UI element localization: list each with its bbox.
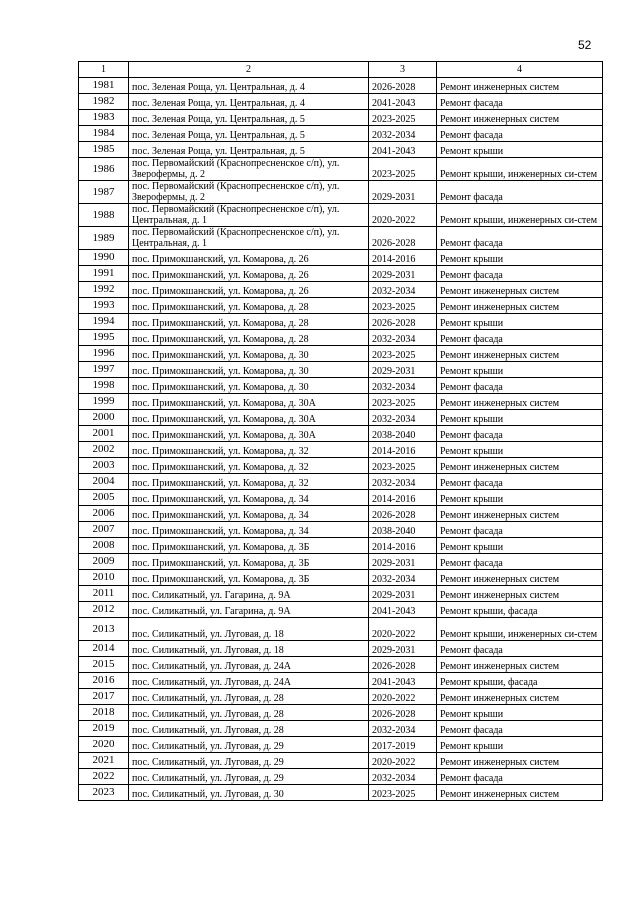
work-type-cell: Ремонт инженерных систем <box>437 282 603 298</box>
period-cell: 2029-2031 <box>369 266 437 282</box>
period-cell: 2014-2016 <box>369 442 437 458</box>
work-type-cell: Ремонт фасада <box>437 227 603 250</box>
row-number: 1994 <box>79 314 129 330</box>
table-row <box>79 394 603 410</box>
address-cell: пос. Примокшанский, ул. Комарова, д. 34 <box>129 506 369 522</box>
work-type-cell: Ремонт фасада <box>437 769 603 785</box>
table-row <box>79 314 603 330</box>
row-number: 1985 <box>79 142 129 158</box>
period-cell: 2023-2025 <box>369 158 437 181</box>
row-number: 2009 <box>79 554 129 570</box>
period-cell: 2032-2034 <box>369 570 437 586</box>
work-type-cell: Ремонт инженерных систем <box>437 394 603 410</box>
period-cell: 2041-2043 <box>369 673 437 689</box>
period-cell: 2041-2043 <box>369 94 437 110</box>
work-type-cell: Ремонт крыши <box>437 142 603 158</box>
table-row <box>79 266 603 282</box>
work-type-cell: Ремонт крыши <box>437 442 603 458</box>
row-number: 2020 <box>79 737 129 753</box>
address-cell: пос. Примокшанский, ул. Комарова, д. 26 <box>129 266 369 282</box>
table-row <box>79 490 603 506</box>
work-type-cell: Ремонт фасада <box>437 721 603 737</box>
work-type-cell: Ремонт инженерных систем <box>437 586 603 602</box>
address-cell: пос. Силикатный, ул. Луговая, д. 28 <box>129 705 369 721</box>
row-number: 1999 <box>79 394 129 410</box>
row-number: 2005 <box>79 490 129 506</box>
table-row <box>79 250 603 266</box>
table-row <box>79 204 603 227</box>
table-row <box>79 753 603 769</box>
row-number: 2016 <box>79 673 129 689</box>
work-type-cell: Ремонт крыши <box>437 362 603 378</box>
row-number: 2006 <box>79 506 129 522</box>
period-cell: 2014-2016 <box>369 490 437 506</box>
table-row <box>79 442 603 458</box>
period-cell: 2020-2022 <box>369 618 437 641</box>
address-cell: пос. Зеленая Роща, ул. Центральная, д. 4 <box>129 78 369 94</box>
address-cell: пос. Примокшанский, ул. Комарова, д. 30 <box>129 378 369 394</box>
table-row <box>79 426 603 442</box>
header-row <box>79 62 603 78</box>
address-cell: пос. Примокшанский, ул. Комарова, д. 34 <box>129 522 369 538</box>
work-type-cell: Ремонт крыши, инженерных си-стем <box>437 618 603 641</box>
work-type-cell: Ремонт крыши <box>437 705 603 721</box>
row-number: 2022 <box>79 769 129 785</box>
period-cell: 2041-2043 <box>369 142 437 158</box>
row-number: 1998 <box>79 378 129 394</box>
row-number: 1991 <box>79 266 129 282</box>
work-type-cell: Ремонт фасада <box>437 474 603 490</box>
work-type-cell: Ремонт инженерных систем <box>437 298 603 314</box>
period-cell: 2014-2016 <box>369 538 437 554</box>
period-cell: 2029-2031 <box>369 181 437 204</box>
period-cell: 2026-2028 <box>369 314 437 330</box>
table-row <box>79 94 603 110</box>
work-type-cell: Ремонт фасада <box>437 554 603 570</box>
work-type-cell: Ремонт крыши, инженерных си-стем <box>437 158 603 181</box>
page-number: 52 <box>578 38 592 52</box>
work-type-cell: Ремонт фасада <box>437 330 603 346</box>
row-number: 2018 <box>79 705 129 721</box>
address-cell: пос. Примокшанский, ул. Комарова, д. 32 <box>129 458 369 474</box>
table-row <box>79 506 603 522</box>
address-cell: пос. Примокшанский, ул. Комарова, д. 32 <box>129 474 369 490</box>
header-col-2: 2 <box>129 62 369 78</box>
row-number: 1988 <box>79 204 129 227</box>
address-cell: пос. Примокшанский, ул. Комарова, д. 30А <box>129 410 369 426</box>
period-cell: 2032-2034 <box>369 282 437 298</box>
address-cell: пос. Примокшанский, ул. Комарова, д. 28 <box>129 330 369 346</box>
period-cell: 2020-2022 <box>369 689 437 705</box>
address-cell: пос. Примокшанский, ул. Комарова, д. 28 <box>129 314 369 330</box>
row-number: 1986 <box>79 158 129 181</box>
table-row <box>79 538 603 554</box>
period-cell: 2023-2025 <box>369 458 437 474</box>
address-cell: пос. Примокшанский, ул. Комарова, д. 30 <box>129 346 369 362</box>
table-row <box>79 126 603 142</box>
address-cell: пос. Примокшанский, ул. Комарова, д. 30А <box>129 394 369 410</box>
work-type-cell: Ремонт инженерных систем <box>437 78 603 94</box>
period-cell: 2038-2040 <box>369 426 437 442</box>
period-cell: 2029-2031 <box>369 362 437 378</box>
period-cell: 2023-2025 <box>369 110 437 126</box>
table-row <box>79 458 603 474</box>
address-cell: пос. Примокшанский, ул. Комарова, д. 34 <box>129 490 369 506</box>
work-type-cell: Ремонт фасада <box>437 378 603 394</box>
row-number: 2004 <box>79 474 129 490</box>
table-row <box>79 78 603 94</box>
row-number: 2019 <box>79 721 129 737</box>
table-row <box>79 282 603 298</box>
table-row <box>79 227 603 250</box>
address-cell: пос. Примокшанский, ул. Комарова, д. 28 <box>129 298 369 314</box>
period-cell: 2032-2034 <box>369 721 437 737</box>
work-type-cell: Ремонт крыши, инженерных си-стем <box>437 204 603 227</box>
period-cell: 2014-2016 <box>369 250 437 266</box>
work-type-cell: Ремонт крыши, фасада <box>437 602 603 618</box>
address-cell: пос. Силикатный, ул. Луговая, д. 29 <box>129 753 369 769</box>
period-cell: 2023-2025 <box>369 346 437 362</box>
table-body <box>79 78 603 801</box>
address-cell: пос. Первомайский (Краснопресненское с/п), ул. Зверофермы, д. 2 <box>129 181 369 204</box>
row-number: 2011 <box>79 586 129 602</box>
row-number: 2012 <box>79 602 129 618</box>
address-cell: пос. Силикатный, ул. Луговая, д. 30 <box>129 785 369 801</box>
period-cell: 2026-2028 <box>369 227 437 250</box>
row-number: 1981 <box>79 78 129 94</box>
table-row <box>79 522 603 538</box>
row-number: 2003 <box>79 458 129 474</box>
address-cell: пос. Зеленая Роща, ул. Центральная, д. 5 <box>129 126 369 142</box>
row-number: 1984 <box>79 126 129 142</box>
row-number: 1989 <box>79 227 129 250</box>
table-row <box>79 110 603 126</box>
period-cell: 2032-2034 <box>369 378 437 394</box>
table-row <box>79 769 603 785</box>
work-type-cell: Ремонт инженерных систем <box>437 570 603 586</box>
table-row <box>79 641 603 657</box>
work-type-cell: Ремонт фасада <box>437 181 603 204</box>
address-cell: пос. Силикатный, ул. Луговая, д. 24А <box>129 657 369 673</box>
table-row <box>79 298 603 314</box>
work-type-cell: Ремонт крыши <box>437 410 603 426</box>
address-cell: пос. Примокшанский, ул. Комарова, д. 26 <box>129 250 369 266</box>
work-type-cell: Ремонт крыши <box>437 490 603 506</box>
period-cell: 2020-2022 <box>369 753 437 769</box>
row-number: 1992 <box>79 282 129 298</box>
table-row <box>79 158 603 181</box>
work-type-cell: Ремонт крыши <box>437 737 603 753</box>
period-cell: 2026-2028 <box>369 657 437 673</box>
address-cell: пос. Силикатный, ул. Гагарина, д. 9А <box>129 602 369 618</box>
period-cell: 2038-2040 <box>369 522 437 538</box>
row-number: 2001 <box>79 426 129 442</box>
address-cell: пос. Зеленая Роща, ул. Центральная, д. 4 <box>129 94 369 110</box>
period-cell: 2026-2028 <box>369 705 437 721</box>
table-row <box>79 673 603 689</box>
row-number: 1982 <box>79 94 129 110</box>
period-cell: 2020-2022 <box>369 204 437 227</box>
table-row <box>79 618 603 641</box>
work-type-cell: Ремонт инженерных систем <box>437 753 603 769</box>
table-row <box>79 602 603 618</box>
header-col-1: 1 <box>79 62 129 78</box>
period-cell: 2026-2028 <box>369 78 437 94</box>
work-type-cell: Ремонт инженерных систем <box>437 346 603 362</box>
work-type-cell: Ремонт крыши <box>437 250 603 266</box>
table-row <box>79 657 603 673</box>
table-row <box>79 378 603 394</box>
period-cell: 2023-2025 <box>369 394 437 410</box>
row-number: 2007 <box>79 522 129 538</box>
header-col-4: 4 <box>437 62 603 78</box>
table-row <box>79 330 603 346</box>
address-cell: пос. Силикатный, ул. Луговая, д. 28 <box>129 689 369 705</box>
row-number: 2008 <box>79 538 129 554</box>
row-number: 1997 <box>79 362 129 378</box>
address-cell: пос. Силикатный, ул. Гагарина, д. 9А <box>129 586 369 602</box>
work-type-cell: Ремонт крыши <box>437 314 603 330</box>
address-cell: пос. Силикатный, ул. Луговая, д. 28 <box>129 721 369 737</box>
address-cell: пос. Примокшанский, ул. Комарова, д. 30А <box>129 426 369 442</box>
work-type-cell: Ремонт инженерных систем <box>437 785 603 801</box>
table-row <box>79 689 603 705</box>
table-row <box>79 705 603 721</box>
period-cell: 2026-2028 <box>369 506 437 522</box>
table-row <box>79 721 603 737</box>
period-cell: 2032-2034 <box>369 126 437 142</box>
row-number: 1993 <box>79 298 129 314</box>
table-row <box>79 410 603 426</box>
header-col-3: 3 <box>369 62 437 78</box>
row-number: 2013 <box>79 618 129 641</box>
work-type-cell: Ремонт инженерных систем <box>437 506 603 522</box>
work-type-cell: Ремонт инженерных систем <box>437 657 603 673</box>
address-cell: пос. Примокшанский, ул. Комарова, д. 30 <box>129 362 369 378</box>
row-number: 1995 <box>79 330 129 346</box>
address-cell: пос. Зеленая Роща, ул. Центральная, д. 5 <box>129 110 369 126</box>
row-number: 2023 <box>79 785 129 801</box>
work-type-cell: Ремонт инженерных систем <box>437 110 603 126</box>
table-row <box>79 554 603 570</box>
work-type-cell: Ремонт фасада <box>437 94 603 110</box>
address-cell: пос. Примокшанский, ул. Комарова, д. 3Б <box>129 570 369 586</box>
table-row <box>79 142 603 158</box>
period-cell: 2029-2031 <box>369 641 437 657</box>
address-cell: пос. Силикатный, ул. Луговая, д. 18 <box>129 641 369 657</box>
work-type-cell: Ремонт фасада <box>437 126 603 142</box>
work-type-cell: Ремонт фасада <box>437 426 603 442</box>
table-row <box>79 181 603 204</box>
row-number: 1996 <box>79 346 129 362</box>
address-cell: пос. Примокшанский, ул. Комарова, д. 32 <box>129 442 369 458</box>
table-row <box>79 737 603 753</box>
period-cell: 2041-2043 <box>369 602 437 618</box>
address-cell: пос. Примокшанский, ул. Комарова, д. 3Б <box>129 538 369 554</box>
period-cell: 2032-2034 <box>369 474 437 490</box>
repair-schedule-table <box>78 61 603 801</box>
table-header <box>79 62 603 78</box>
row-number: 2000 <box>79 410 129 426</box>
address-cell: пос. Силикатный, ул. Луговая, д. 29 <box>129 769 369 785</box>
period-cell: 2029-2031 <box>369 554 437 570</box>
table-row <box>79 346 603 362</box>
work-type-cell: Ремонт крыши, фасада <box>437 673 603 689</box>
address-cell: пос. Силикатный, ул. Луговая, д. 29 <box>129 737 369 753</box>
row-number: 1987 <box>79 181 129 204</box>
row-number: 2021 <box>79 753 129 769</box>
period-cell: 2017-2019 <box>369 737 437 753</box>
address-cell: пос. Примокшанский, ул. Комарова, д. 26 <box>129 282 369 298</box>
row-number: 2015 <box>79 657 129 673</box>
row-number: 2017 <box>79 689 129 705</box>
row-number: 2014 <box>79 641 129 657</box>
address-cell: пос. Примокшанский, ул. Комарова, д. 3Б <box>129 554 369 570</box>
address-cell: пос. Первомайский (Краснопресненское с/п), ул. Центральная, д. 1 <box>129 204 369 227</box>
work-type-cell: Ремонт фасада <box>437 641 603 657</box>
work-type-cell: Ремонт фасада <box>437 522 603 538</box>
work-type-cell: Ремонт фасада <box>437 266 603 282</box>
row-number: 1983 <box>79 110 129 126</box>
address-cell: пос. Силикатный, ул. Луговая, д. 24А <box>129 673 369 689</box>
period-cell: 2032-2034 <box>369 330 437 346</box>
period-cell: 2023-2025 <box>369 298 437 314</box>
period-cell: 2032-2034 <box>369 769 437 785</box>
address-cell: пос. Первомайский (Краснопресненское с/п), ул. Зверофермы, д. 2 <box>129 158 369 181</box>
table-row <box>79 362 603 378</box>
period-cell: 2029-2031 <box>369 586 437 602</box>
address-cell: пос. Силикатный, ул. Луговая, д. 18 <box>129 618 369 641</box>
table-row <box>79 785 603 801</box>
address-cell: пос. Первомайский (Краснопресненское с/п), ул. Центральная, д. 1 <box>129 227 369 250</box>
table-row <box>79 570 603 586</box>
table-row <box>79 474 603 490</box>
work-type-cell: Ремонт крыши <box>437 538 603 554</box>
row-number: 2002 <box>79 442 129 458</box>
row-number: 1990 <box>79 250 129 266</box>
work-type-cell: Ремонт инженерных систем <box>437 458 603 474</box>
period-cell: 2023-2025 <box>369 785 437 801</box>
address-cell: пос. Зеленая Роща, ул. Центральная, д. 5 <box>129 142 369 158</box>
row-number: 2010 <box>79 570 129 586</box>
period-cell: 2032-2034 <box>369 410 437 426</box>
work-type-cell: Ремонт инженерных систем <box>437 689 603 705</box>
table-row <box>79 586 603 602</box>
